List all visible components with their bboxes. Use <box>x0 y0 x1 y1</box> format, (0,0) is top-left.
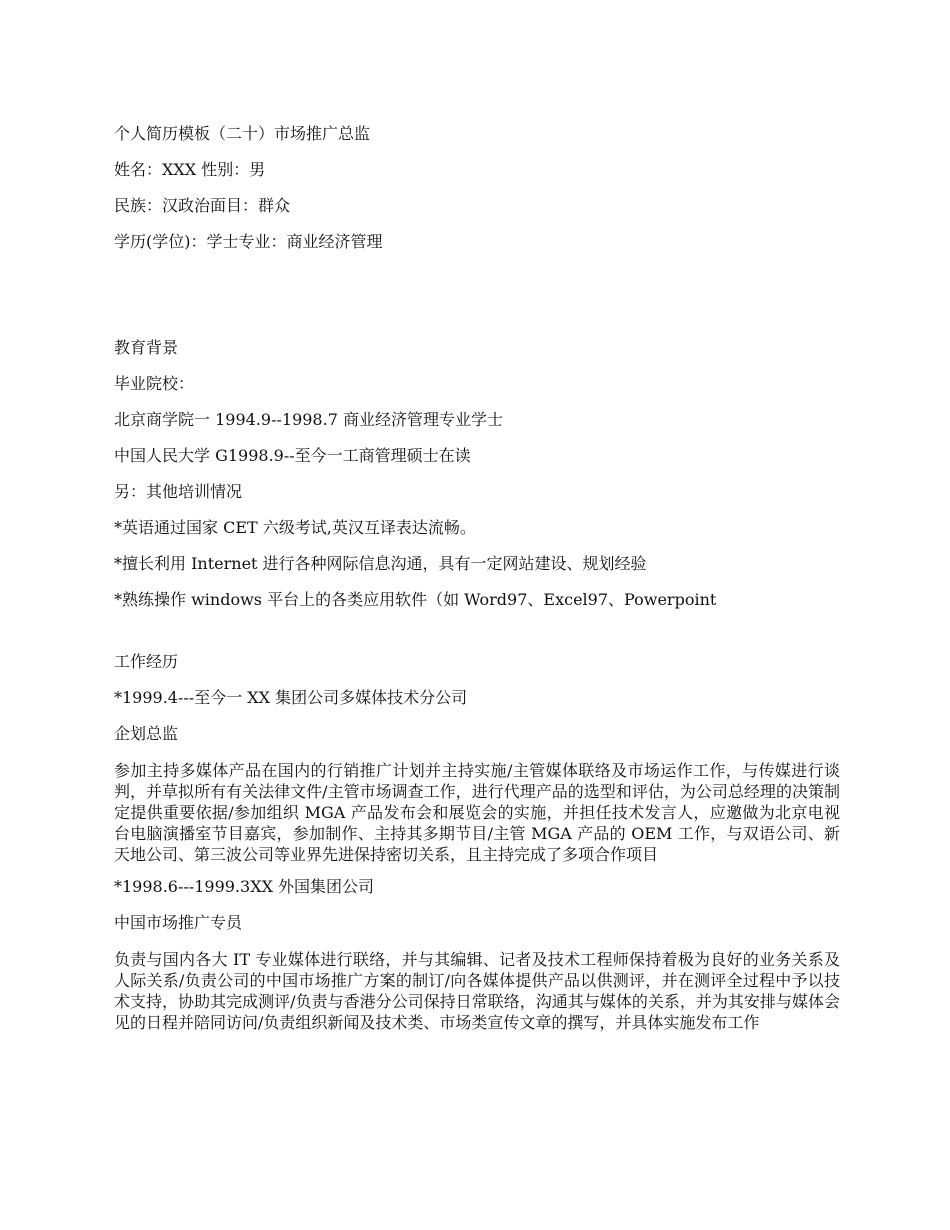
training-item: *擅长利用 Internet 进行各种网际信息沟通，具有一定网站建设、规划经验 <box>114 554 647 573</box>
job-position: 企划总监 <box>114 724 179 743</box>
name-gender: 姓名：XXX 性别：男 <box>114 160 266 179</box>
training-item: *英语通过国家 CET 六级考试,英汉互译表达流畅。 <box>114 518 476 537</box>
spacer <box>114 626 840 652</box>
job-position: 中国市场推广专员 <box>114 913 243 932</box>
resume-title: 个人简历模板（二十）市场推广总监 <box>114 124 371 143</box>
resume-document <box>114 124 840 1045</box>
job-description: 负责与国内各大 IT 专业媒体进行联络，并与其编辑、记者及技术工程师保持着极为良好的业务关系及人际关系/负责公司的中国市场推广方案的制订/向各媒体提供产品以供测评，并在测评全过程中予以技术支持，协助其完成测评/负责与香港分公司保持日常联络，沟通其与媒体的关系，并为其安排与媒体会见的日程并陪同访问/负责组织新闻及技术类、市场类宣传文章的撰写，并具体实施发布工作 <box>114 950 840 1032</box>
training-label: 另：其他培训情况 <box>114 482 243 501</box>
job-period: *1998.6---1999.3XX 外国集团公司 <box>114 877 375 896</box>
school-label: 毕业院校： <box>114 374 195 393</box>
spacer <box>114 268 840 338</box>
ethnicity-politics: 民族：汉政治面目：群众 <box>114 196 291 215</box>
job-period: *1999.4---至今一 XX 集团公司多媒体技术分公司 <box>114 688 468 707</box>
degree-major: 学历(学位)：学士专业：商业经济管理 <box>114 232 383 251</box>
school-item: 北京商学院一 1994.9--1998.7 商业经济管理专业学士 <box>114 410 503 429</box>
education-heading: 教育背景 <box>114 338 179 357</box>
job-description: 参加主持多媒体产品在国内的行销推广计划并主持实施/主管媒体联络及市场运作工作，与传媒进行谈判，并草拟所有有关法律文件/主管市场调查工作，进行代理产品的选型和评估，为公司总经理的决策制定提供重要依据/参加组织 MGA 产品发布会和展览会的实施，并担任技术发言人，应邀做为北京电视台电脑演播室节目嘉宾，参加制作、主持其多期节目/主管 MGA 产品的 OEM 工作，与双语公司、新天地公司、第三波公司等业界先进保持密切关系，且主持完成了多项合作项目 <box>114 761 840 864</box>
work-heading: 工作经历 <box>114 652 179 671</box>
school-item: 中国人民大学 G1998.9--至今一工商管理硕士在读 <box>114 446 471 465</box>
training-item: *熟练操作 windows 平台上的各类应用软件（如 Word97、Excel97、Powerpoint <box>114 590 717 609</box>
